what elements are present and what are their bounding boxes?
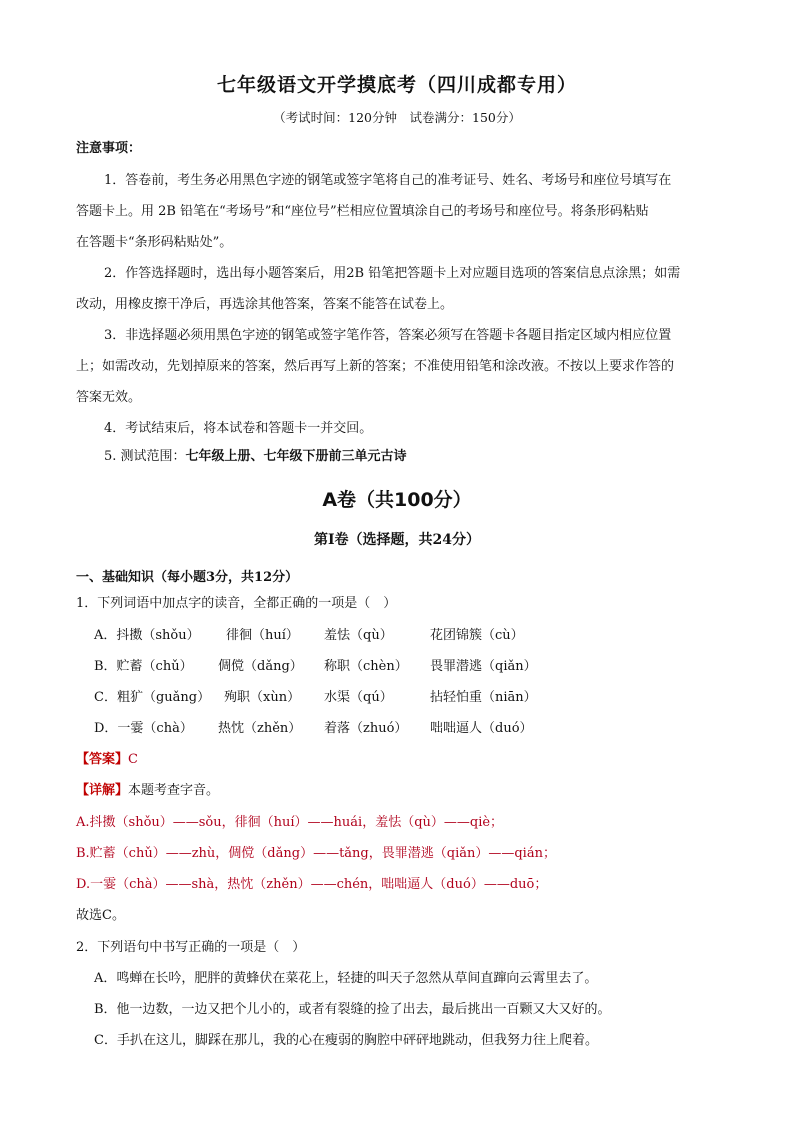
q1-detail: A.抖擞（shǒu）——sǒu，徘徊（huí）——huái，羞怯（qù）——qiè； [76, 815, 504, 830]
q1-option-text: 花团锦簇（cù） [430, 628, 524, 643]
q1-option-text: 畏罪潜逃（qiǎn） [430, 659, 537, 674]
q1-option-text: 称职（chèn） [324, 659, 408, 674]
notes-line: 答案无效。 [76, 390, 142, 405]
q1-option-text: B．贮蓄（chǔ） [94, 659, 193, 674]
q1-option-text: 羞怯（qù） [324, 628, 393, 643]
group1-title: 一、基础知识（每小题3分，共12分） [76, 570, 299, 585]
q1-option-text: A．抖擞（shǒu） [94, 628, 200, 643]
q1-option-text: 着落（zhuó） [324, 721, 408, 736]
q1-option-text: 倜傥（dǎng） [218, 659, 303, 674]
notes-line: 4．考试结束后，将本试卷和答题卡一并交回。 [104, 421, 373, 436]
q1-option-text: C．粗犷（guǎng） [94, 690, 211, 705]
q1-option-text: 拈轻怕重（niān） [430, 690, 537, 705]
exam-subtitle: （考试时间：120分钟 试卷满分：150分） [273, 110, 521, 125]
q1-option-text: 水渠（qú） [324, 690, 393, 705]
notes-line: 上；如需改动，先划掉原来的答案，然后再写上新的答案；不准使用铅笔和涂改液。不按以上要求作答的 [76, 359, 675, 374]
section-a-title: A卷（共100分） [322, 489, 472, 511]
q2-stem: 2．下列语句中书写正确的一项是（ ） [76, 940, 306, 955]
explain-label: 【详解】 [76, 783, 129, 798]
notes-heading: 注意事项： [76, 141, 142, 156]
q1-option-text: 徘徊（huí） [226, 628, 299, 643]
q1-option-text: 热忱（zhěn） [218, 721, 302, 736]
explain-text: 本题考查字音。 [128, 783, 220, 798]
exam-title: 七年级语文开学摸底考（四川成都专用） [216, 74, 577, 96]
scope-prefix: 5. 测试范围： [104, 449, 186, 464]
notes-line: 3．非选择题必须用黑色字迹的钢笔或签字笔作答，答案必须写在答题卡各题目指定区域内相应位置 [104, 328, 672, 343]
notes-scope [104, 447, 754, 467]
notes-line: 2．作答选择题时，选出每小题答案后，用2B 铅笔把答题卡上对应题目选项的答案信息点涂黑；如需 [104, 266, 681, 281]
q1-answer [76, 750, 726, 770]
answer-label: 【答案】 [76, 752, 129, 767]
q1-explain [76, 781, 726, 801]
q1-detail: B.贮蓄（chǔ）——zhù，倜傥（dǎng）——tǎng，畏罪潜逃（qiǎn）——qián； [76, 846, 556, 861]
notes-line: 答题卡上。用 2B 铅笔在“考场号”和“座位号”栏相应位置填涂自己的考场号和座位号。将条形码粘贴 [76, 204, 649, 219]
q2-option: B．他一边数，一边又把个儿小的，或者有裂缝的捡了出去，最后挑出一百颗又大又好的。 [94, 1002, 611, 1017]
q1-option-text: D．一霎（chà） [94, 721, 193, 736]
q1-conclusion: 故选C。 [76, 908, 125, 923]
part1-title: 第I卷（选择题，共24分） [313, 532, 481, 548]
q1-detail: D.一霎（chà）——shà，热忱（zhěn）——chén，咄咄逼人（duó）——duō； [76, 877, 548, 892]
notes-line: 在答题卡“条形码粘贴处”。 [76, 235, 233, 250]
q1-option-text: 殉职（xùn） [224, 690, 301, 705]
q2-option: C．手扒在这儿，脚踩在那儿，我的心在瘦弱的胸腔中砰砰地跳动，但我努力往上爬着。 [94, 1033, 598, 1048]
q2-option: A．鸣蝉在长吟，肥胖的黄蜂伏在菜花上，轻捷的叫天子忽然从草间直蹿向云霄里去了。 [94, 971, 598, 986]
answer-value: C [128, 752, 138, 767]
notes-line: 改动，用橡皮擦干净后，再选涂其他答案，答案不能答在试卷上。 [76, 297, 454, 312]
q1-option-text: 咄咄逼人（duó） [430, 721, 533, 736]
q1-stem: 1．下列词语中加点字的读音，全都正确的一项是（ ） [76, 596, 397, 611]
notes-line: 1．答卷前，考生务必用黑色字迹的钢笔或签字笔将自己的准考证号、姓名、考场号和座位号填写在 [104, 173, 672, 188]
scope-value: 七年级上册、七年级下册前三单元古诗 [185, 449, 407, 464]
